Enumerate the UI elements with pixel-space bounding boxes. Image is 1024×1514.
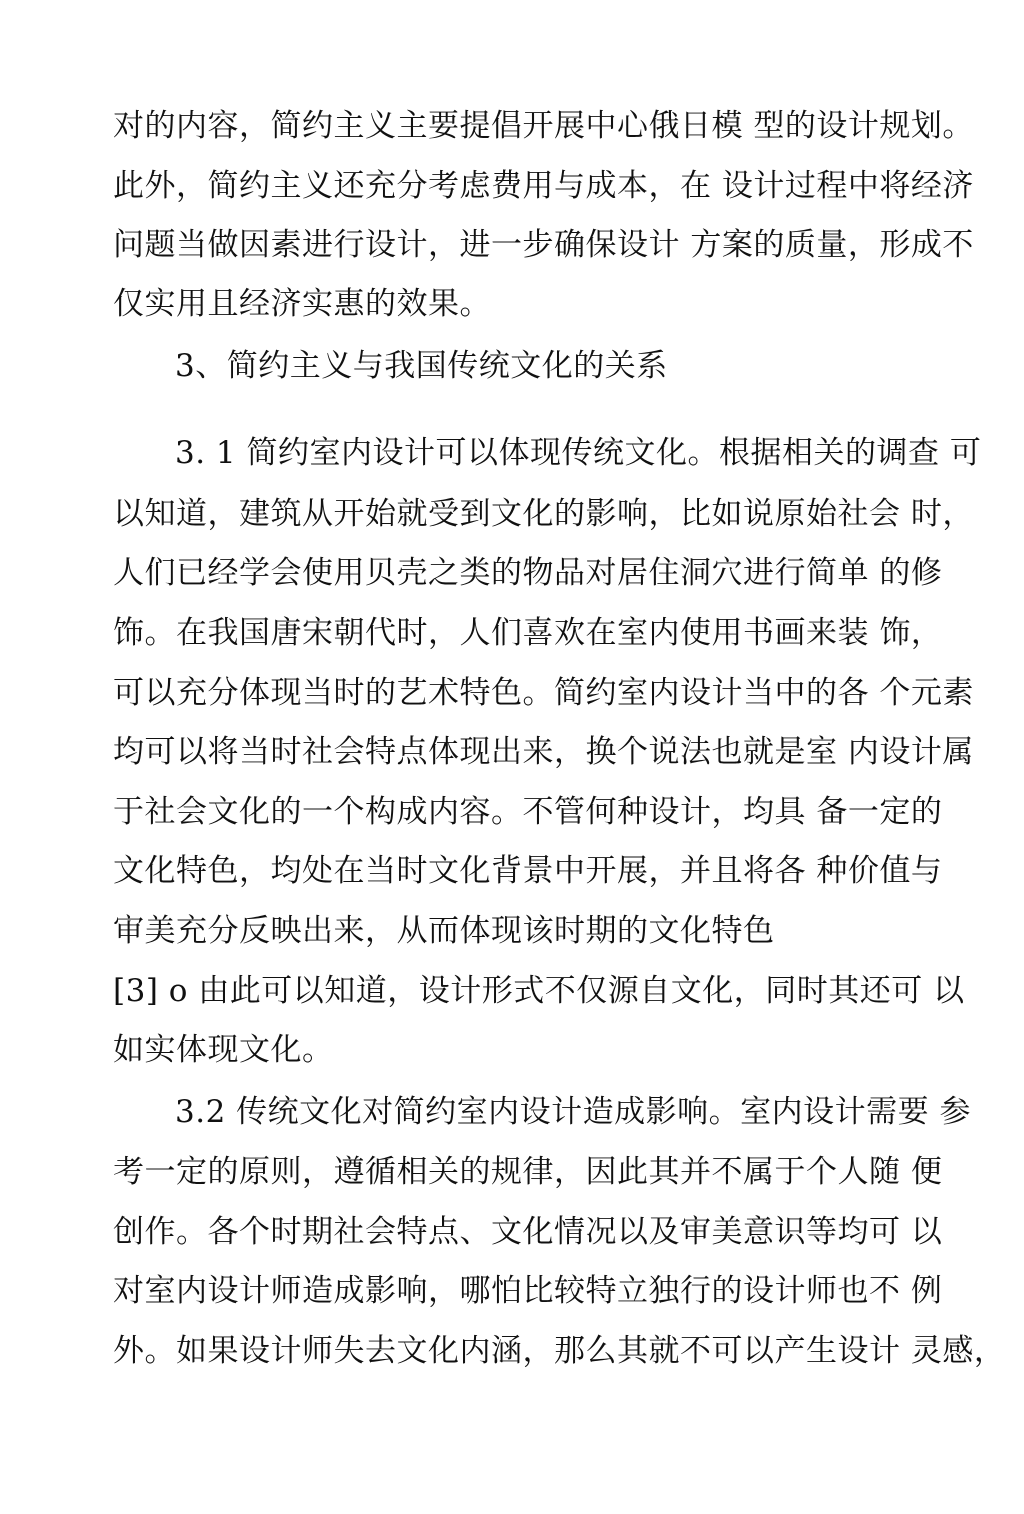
text-line: 问题当做因素进行设计，进一步确保设计 方案的质量，形成不: [113, 227, 974, 263]
text-line: 审美充分反映出来，从而体现该时期的文化特色: [113, 913, 775, 949]
subsection-first-line: 3. 1 简约室内设计可以体现传统文化。根据相关的调查 可: [175, 435, 982, 471]
text-line: 饰。在我国唐宋朝代时，人们喜欢在室内使用书画来装 饰，: [113, 615, 943, 651]
text-line: 人们已经学会使用贝壳之类的物品对居住洞穴进行简单 的修: [113, 555, 943, 591]
text-line: 考一定的原则，遵循相关的规律，因此其并不属于个人随 便: [113, 1154, 943, 1190]
text-line: 仅实用且经济实惠的效果。: [113, 286, 491, 322]
text-line: 对室内设计师造成影响，哪怕比较特立独行的设计师也不 例: [113, 1273, 943, 1309]
text-line: 于社会文化的一个构成内容。不管何种设计，均具 备一定的: [113, 794, 943, 830]
section-heading: 3、简约主义与我国传统文化的关系: [175, 348, 668, 384]
text-line: 以知道，建筑从开始就受到文化的影响，比如说原始社会 时，: [113, 496, 974, 532]
text-line: 文化特色，均处在当时文化背景中开展，并且将各 种价值与: [113, 853, 943, 889]
text-line: 均可以将当时社会特点体现出来，换个说法也就是室 内设计属: [113, 734, 974, 770]
text-line: 对的内容，简约主义主要提倡开展中心俄日模 型的设计规划。: [113, 108, 974, 144]
text-line: 外。如果设计师失去文化内涵，那么其就不可以产生设计 灵感，: [113, 1333, 1006, 1369]
text-line: 如实体现文化。: [113, 1032, 334, 1068]
text-line: 可以充分体现当时的艺术特色。简约室内设计当中的各 个元素: [113, 675, 974, 711]
text-line: 创作。各个时期社会特点、文化情况以及审美意识等均可 以: [113, 1214, 943, 1250]
text-line: 此外，简约主义还充分考虑费用与成本，在 设计过程中将经济: [113, 168, 974, 204]
subsection-first-line: 3.2 传统文化对简约室内设计造成影响。室内设计需要 参: [175, 1094, 972, 1130]
text-line: [3] o 由此可以知道，设计形式不仅源自文化，同时其还可 以: [113, 973, 965, 1009]
